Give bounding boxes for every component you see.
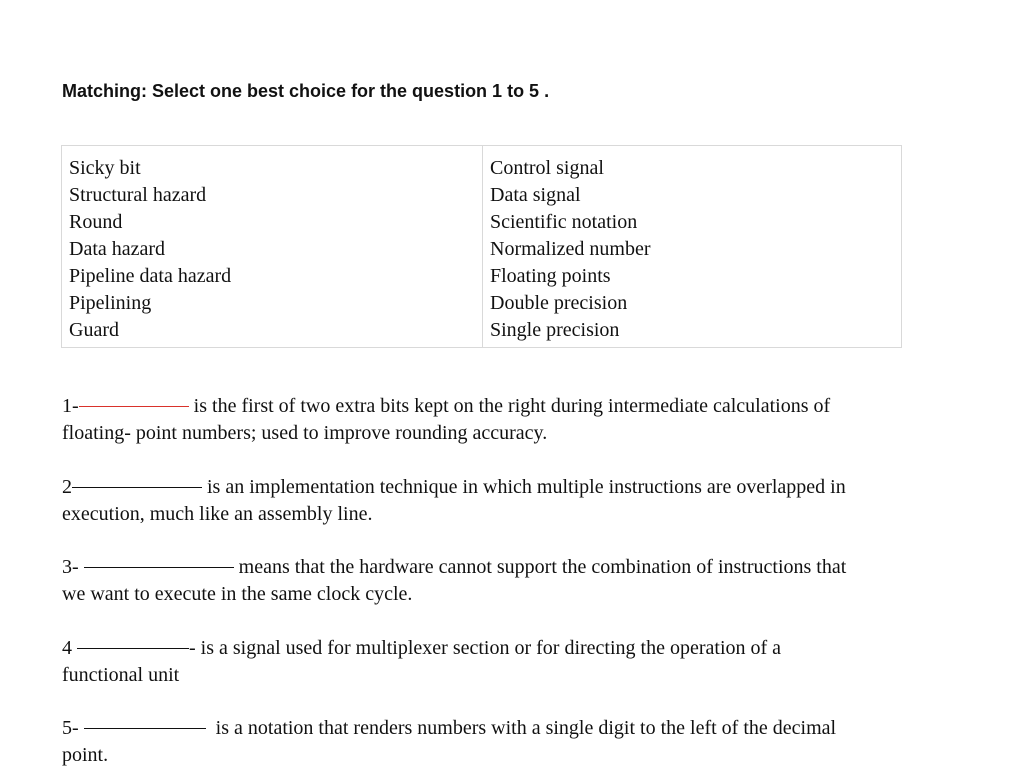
question-number: 4: [62, 637, 72, 659]
choice-item: Data signal: [490, 184, 581, 206]
question-text: means that the hardware cannot support the combination of instructions that: [233, 556, 847, 578]
answer-blank[interactable]: [77, 648, 189, 649]
answer-blank[interactable]: [84, 728, 206, 729]
choice-item: Normalized number: [490, 238, 651, 260]
term-item: Pipelining: [69, 292, 152, 314]
question-3: [62, 554, 912, 608]
question-first-line: [62, 393, 912, 420]
question-first-line: [62, 474, 912, 501]
choice-item: Single precision: [490, 319, 620, 341]
question-continuation: we want to execute in the same clock cycle.: [62, 583, 413, 605]
terms-column: [62, 146, 483, 348]
question-text: is a notation that renders numbers with a single digit to the left of the decimal: [205, 717, 837, 739]
term-item: Pipeline data hazard: [69, 265, 232, 287]
choice-item: Double precision: [490, 292, 628, 314]
choice-item: Floating points: [490, 265, 611, 287]
question-continuation: execution, much like an assembly line.: [62, 503, 373, 525]
question-continuation: functional unit: [62, 664, 180, 686]
choice-item: Scientific notation: [490, 211, 638, 233]
question-4: [62, 635, 912, 689]
question-first-line: [62, 715, 912, 742]
term-item: Structural hazard: [69, 184, 207, 206]
term-item: Sicky bit: [69, 157, 141, 179]
question-2: [62, 474, 912, 528]
question-text: - is a signal used for multiplexer section or for directing the operation of a: [189, 637, 782, 659]
term-item: Round: [69, 211, 123, 233]
question-text: is the first of two extra bits kept on the right during intermediate calculations of: [188, 395, 831, 417]
question-text: is an implementation technique in which multiple instructions are overlapped in: [202, 476, 846, 498]
choices-column: [483, 146, 902, 348]
question-continuation: floating- point numbers; used to improve rounding accuracy.: [62, 422, 548, 444]
question-continuation: point.: [62, 744, 109, 766]
term-item: Guard: [69, 319, 119, 341]
question-first-line: [62, 554, 912, 581]
question-number: 3-: [62, 556, 79, 578]
question-number: 1-: [62, 395, 79, 417]
term-item: Data hazard: [69, 238, 166, 260]
table-row: [62, 146, 902, 348]
question-1: [62, 393, 912, 447]
question-first-line: [62, 635, 912, 662]
answer-blank[interactable]: [84, 567, 234, 568]
choice-item: Control signal: [490, 157, 604, 179]
question-number: 5-: [62, 717, 79, 739]
answer-blank[interactable]: [79, 406, 189, 407]
question-5: [62, 715, 912, 769]
answer-blank[interactable]: [72, 487, 202, 488]
question-number: 2: [62, 476, 72, 498]
instructions-heading: Matching: Select one best choice for the question 1 to 5 .: [62, 81, 550, 101]
matching-table: [61, 145, 902, 348]
